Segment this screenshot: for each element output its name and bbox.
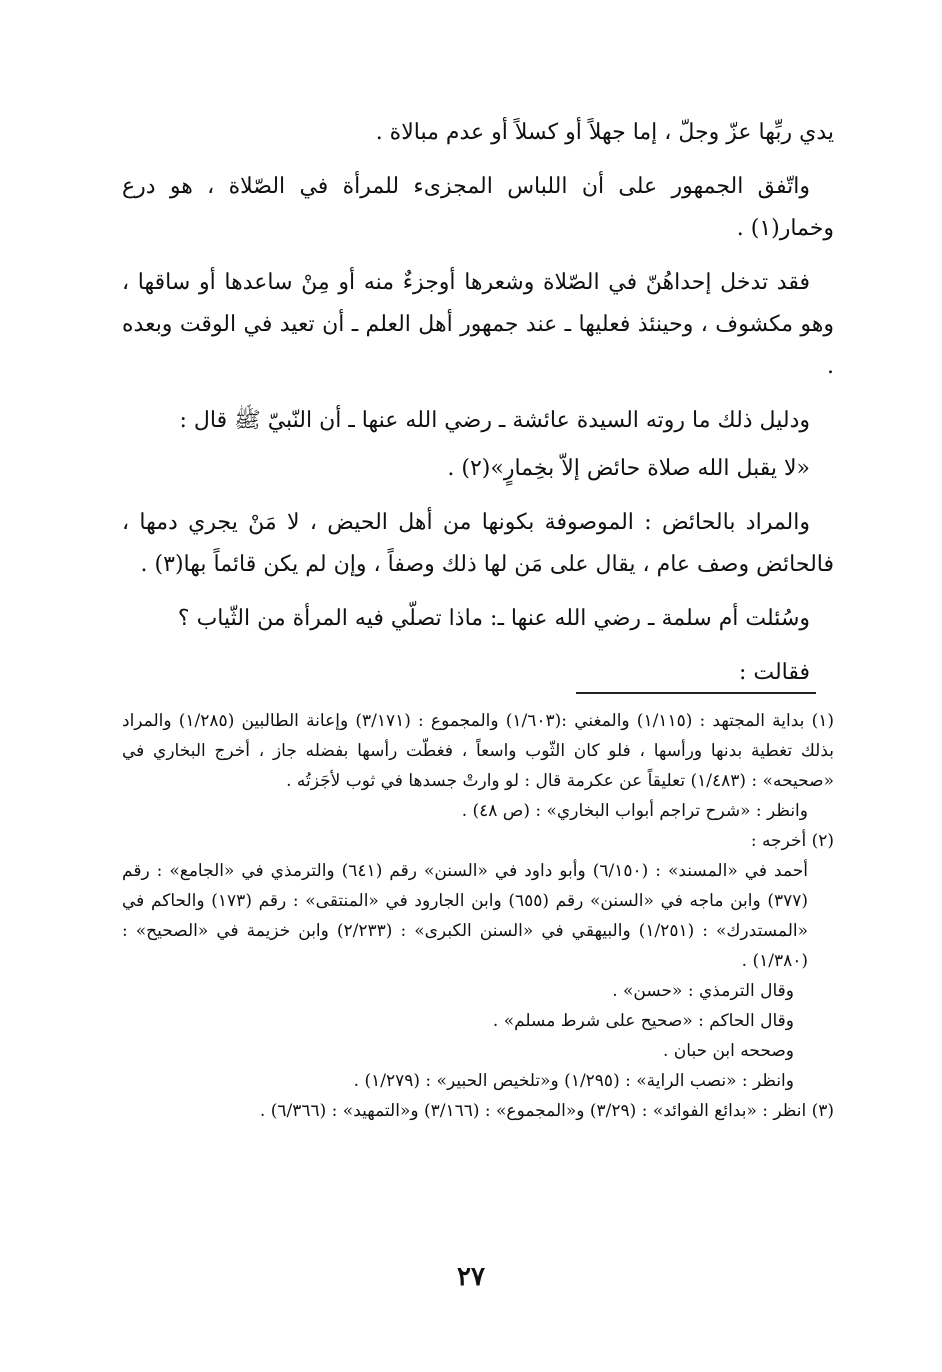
footnote-2-hakim: وقال الحاكم : «صحيح على شرط مسلم» . bbox=[492, 1011, 794, 1031]
footnote-3: (٣) انظر : «بدائع الفوائد» : (٣/٢٩) و«المجموع» : (٣/١٦٦) و«التمهيد» : (٦/٣٦٦) . bbox=[259, 1101, 834, 1121]
paragraph-6: والمراد بالحائض : الموصوفة بكونها من أهل الحيض ، لا مَنْ يجري دمها ، فالحائض وصف عام ، يقال على مَن لها ذلك وصفاً ، وإن لم يكن قائماً بها(٣) . bbox=[122, 510, 834, 577]
paragraph-3: فقد تدخل إحداهُنّ في الصّلاة وشعرها أوجزءٌ منه أو مِنْ ساعدها أو ساقها ، وهو مكشوف ، وحينئذ فعليها ـ عند جمهور أهل العلم ـ أن تعيد في الوقت وبعده . bbox=[122, 270, 834, 379]
main-text bbox=[122, 112, 834, 706]
paragraph-7: وسُئلت أم سلمة ـ رضي الله عنها ـ: ماذا تصلّي فيه المرأة من الثّياب ؟ bbox=[177, 606, 810, 631]
paragraph-4: ودليل ذلك ما روته السيدة عائشة ـ رضي الله عنها ـ أن النّبيّ ﷺ قال : bbox=[179, 408, 810, 433]
footnote-2-heading: (٢) أخرجه : bbox=[750, 831, 834, 851]
page-number: ٢٧ bbox=[457, 1262, 485, 1292]
footnote-2-tirmidhi: وقال الترمذي : «حسن» . bbox=[612, 981, 794, 1001]
footnote-1: (١) بداية المجتهد : (١/١١٥) والمغني :(١/٦٠٣) والمجموع : (٣/١٧١) وإعانة الطالبين (١/٢٨٥) والمراد بذلك تغطية بدنها ورأسها ، فلو كان الثّوب واسعاً ، فغطّت رأسها بفضله جاز ، أخرج البخاري في «صحيحه» : (١/٤٨٣) تعليقاً عن عكرمة قال : لو وارتْ جسدها في ثوب لأجَزتُه . bbox=[122, 711, 834, 791]
footnote-2-ibn-hibban: وصححه ابن حبان . bbox=[662, 1041, 794, 1061]
footnote-divider bbox=[576, 692, 816, 694]
footnote-1-see-also: وانظر : «شرح تراجم أبواب البخاري» : (ص ٤٨) . bbox=[461, 801, 808, 821]
footnotes bbox=[122, 706, 834, 1126]
paragraph-8: فقالت : bbox=[738, 660, 810, 685]
footnote-2-see-also: وانظر : «نصب الراية» : (١/٢٩٥) و«تلخيص الحبير» : (١/٢٧٩) . bbox=[353, 1071, 794, 1091]
footnote-2-sources: أحمد في «المسند» : (٦/١٥٠) وأبو داود في «السنن» رقم (٦٤١) والترمذي في «الجامع» : رقم (٣٧٧) وابن ماجه في «السنن» رقم (٦٥٥) وابن الجارود في «المنتقى» : رقم (١٧٣) والحاكم في «المستدرك» : (١/٢٥١) والبيهقي في «السنن الكبرى» : (٢/٢٣٣) وابن خزيمة في «الصحيح» : (١/٣٨٠) . bbox=[122, 861, 809, 971]
paragraph-2: واتّفق الجمهور على أن اللباس المجزىء للمرأة في الصّلاة ، هو درع وخمار(١) . bbox=[122, 174, 834, 241]
paragraph-1: يدي ربِّها عزّ وجلّ ، إما جهلاً أو كسلاً أو عدم مبالاة . bbox=[375, 120, 834, 145]
hadith-quote: «لا يقبل الله صلاة حائض إلاّ بخِمارٍ»(٢) . bbox=[447, 456, 810, 481]
